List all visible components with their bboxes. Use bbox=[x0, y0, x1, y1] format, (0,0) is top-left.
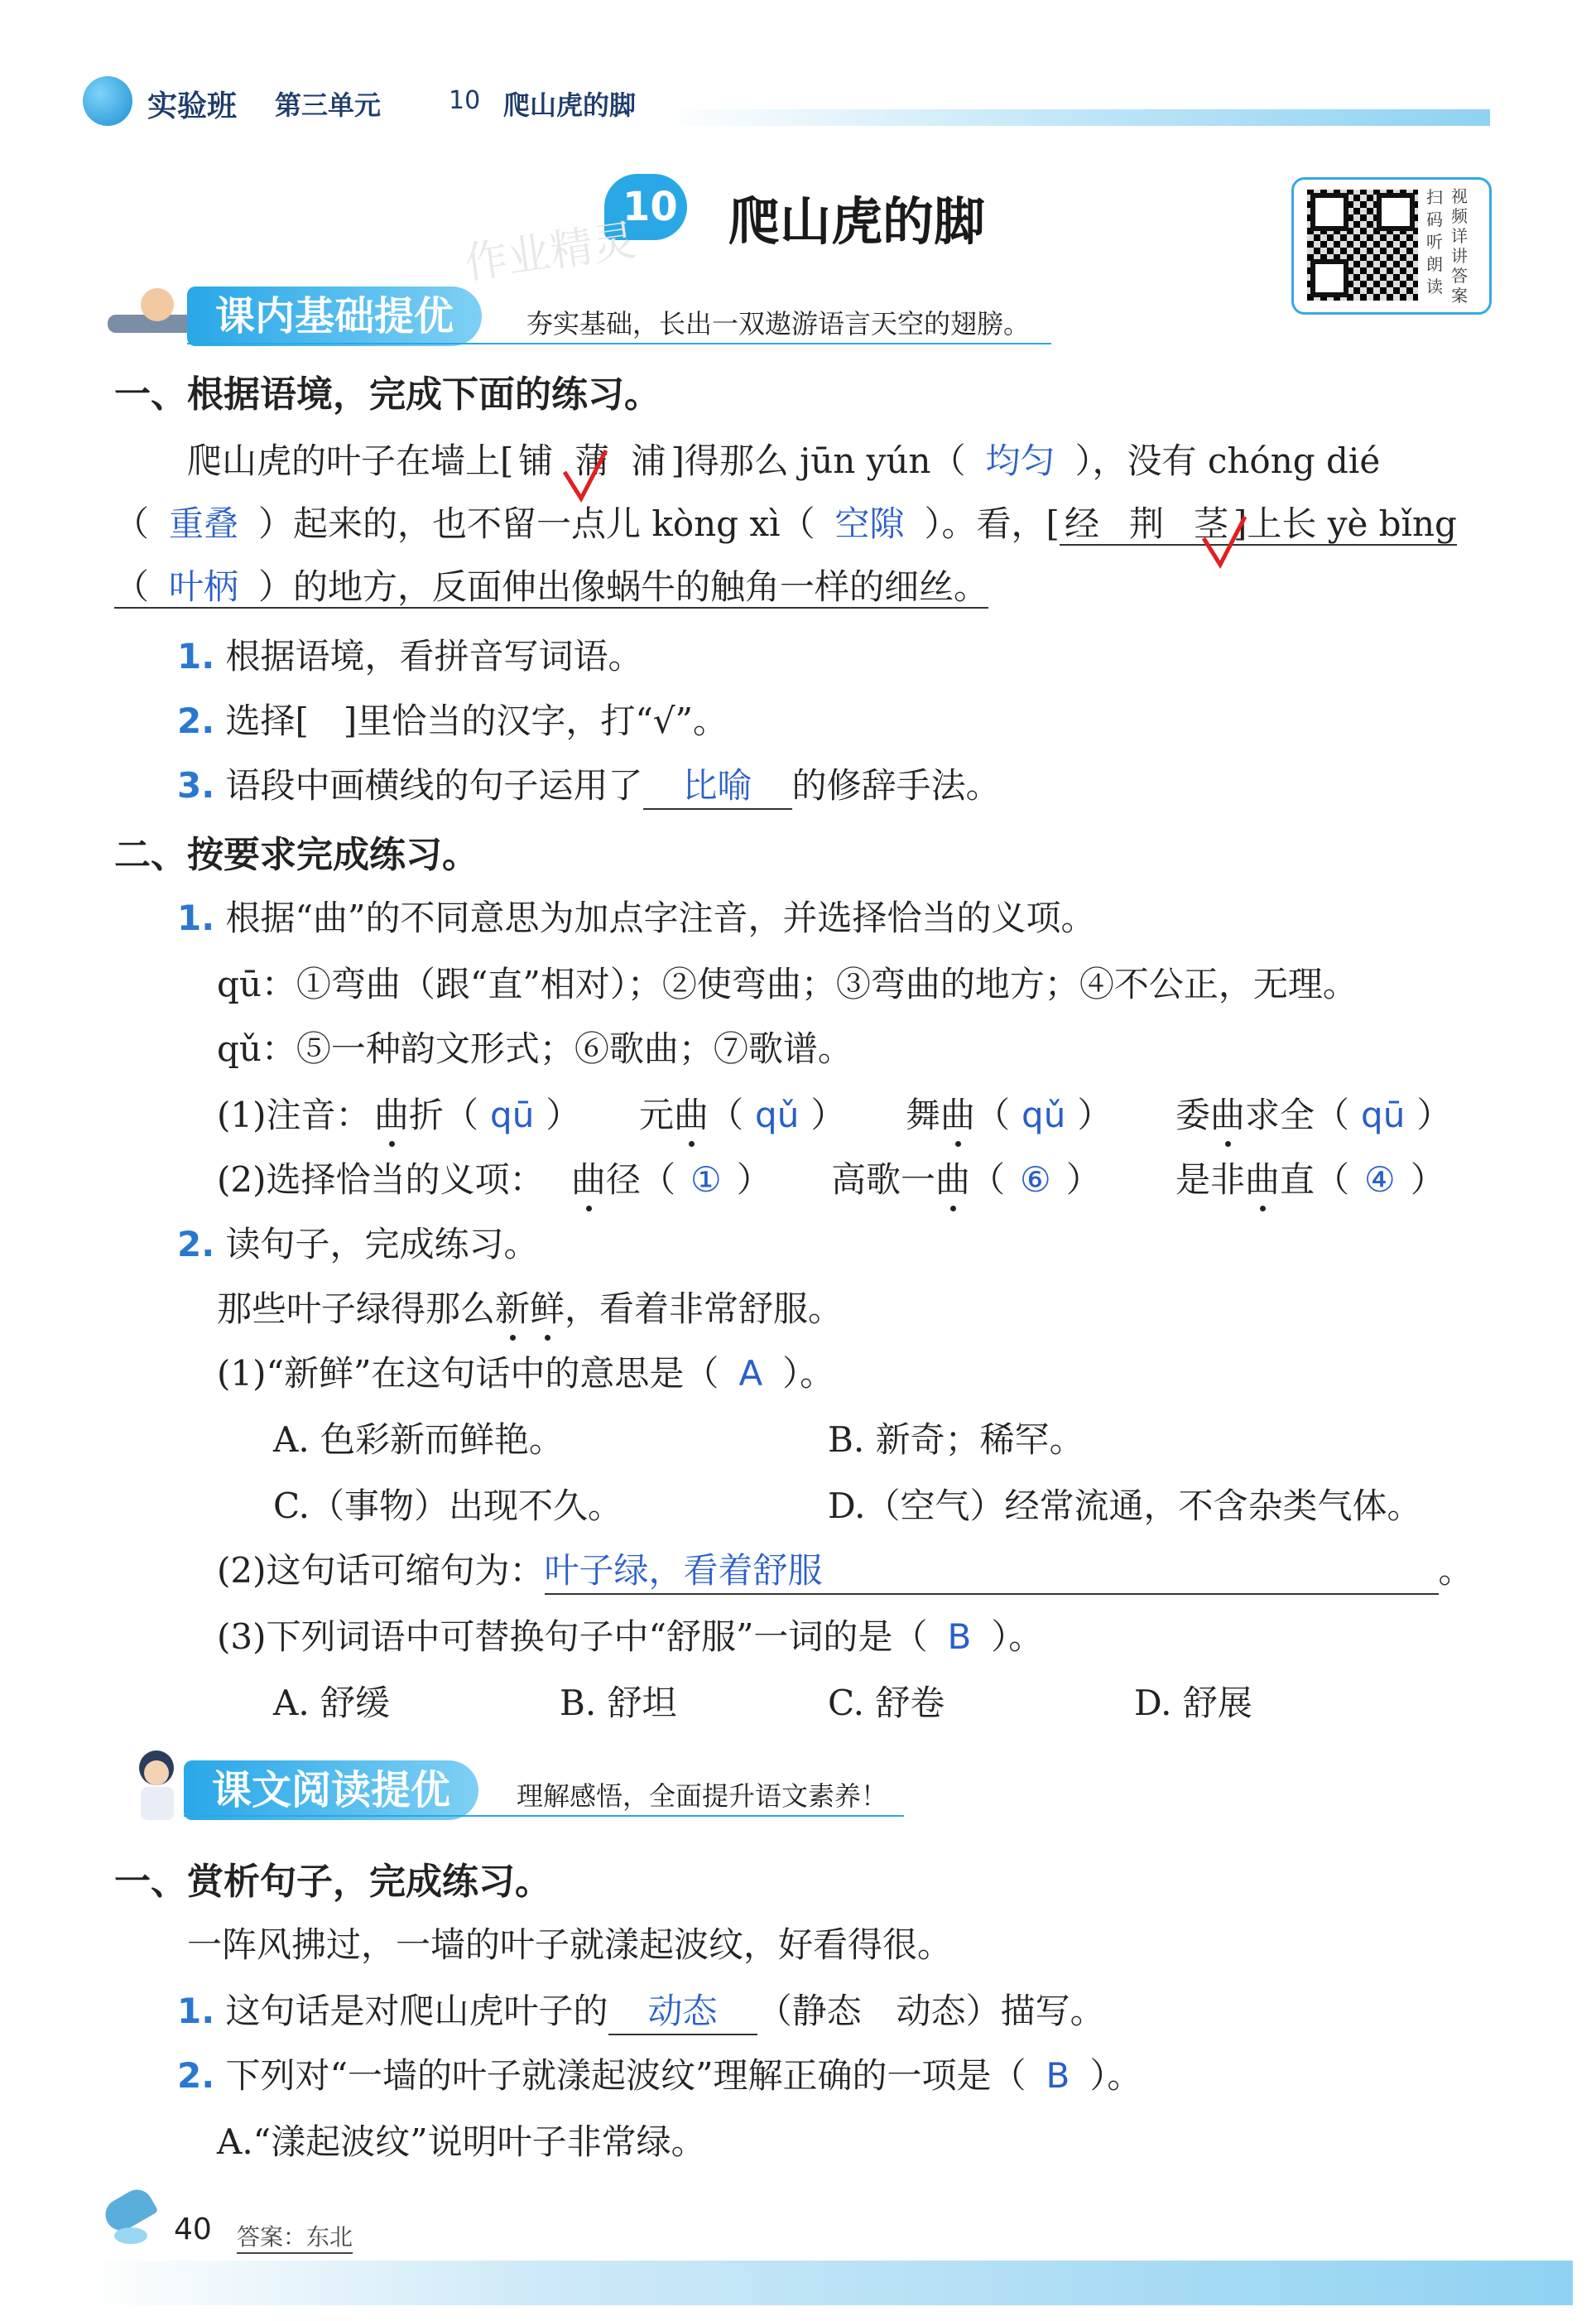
s1-q1-line2 bbox=[114, 497, 1457, 547]
section2-banner: 课文阅读提优 bbox=[184, 1760, 478, 1820]
qr-code-icon bbox=[1307, 190, 1418, 301]
dolphin-icon bbox=[98, 2186, 164, 2252]
option-a[interactable]: A. 舒缓 bbox=[273, 1683, 391, 1723]
text: 语段中画横线的句子运用了 bbox=[225, 765, 643, 806]
qr-code[interactable] bbox=[1291, 177, 1492, 315]
header-unit: 第三单元 bbox=[275, 89, 382, 121]
answer-pinyin: qū bbox=[1361, 1095, 1406, 1135]
text: 爬山虎的叶子在墙上[ bbox=[187, 441, 514, 481]
section1-slogan: 夯实基础，长出一双遨游语言天空的翅膀。 bbox=[526, 308, 1031, 339]
dotted-char: 曲 bbox=[674, 1095, 709, 1135]
dotted-char: 曲 bbox=[1245, 1159, 1281, 1200]
sub-number: 1. bbox=[177, 636, 215, 677]
text: ）。 bbox=[1089, 2055, 1142, 2096]
s1-q2-sub1 bbox=[177, 891, 1096, 941]
choice-option[interactable]: 茎 bbox=[1193, 503, 1228, 544]
answer-chongdie: 重叠 bbox=[169, 503, 239, 544]
text: 读句子，完成练习。 bbox=[225, 1224, 539, 1264]
dotted-char: 曲 bbox=[571, 1159, 607, 1200]
meaning-label: (2)选择恰当的义项： bbox=[217, 1159, 545, 1200]
sub-number: 1. bbox=[177, 898, 215, 938]
text: ） bbox=[546, 1095, 581, 1135]
text: 的修辞手法。 bbox=[791, 765, 1001, 806]
text: ） bbox=[810, 1095, 846, 1135]
choice-option[interactable]: 浦 bbox=[631, 441, 666, 481]
text: ） bbox=[1416, 1095, 1452, 1135]
pinyin-item bbox=[374, 1088, 580, 1138]
choice-option[interactable]: 铺 bbox=[518, 441, 554, 481]
text: （静态 动态）描写。 bbox=[757, 1991, 1105, 2031]
answer-meaning: ④ bbox=[1364, 1159, 1396, 1200]
text: ）。 bbox=[991, 1616, 1044, 1657]
s2-q1-sub1 bbox=[177, 1984, 1105, 2035]
text: （ bbox=[970, 1159, 1006, 1200]
option-b[interactable]: B. 舒坦 bbox=[560, 1683, 677, 1723]
answer-meaning: ① bbox=[690, 1159, 722, 1200]
text: （ bbox=[114, 566, 150, 607]
header-lesson-title: 爬山虎的脚 bbox=[503, 89, 637, 121]
watermark: 作业精灵 bbox=[461, 215, 639, 290]
header-series: 实验班 bbox=[147, 89, 238, 123]
text: ）。 bbox=[782, 1353, 835, 1394]
text: ），没有 chóng dié bbox=[1074, 441, 1381, 481]
s2-q1-sub2 bbox=[177, 2049, 1142, 2098]
dotted-char: 曲 bbox=[1210, 1095, 1246, 1135]
check-mark-icon bbox=[1199, 513, 1248, 571]
text: (2)这句话可缩句为： bbox=[217, 1550, 545, 1591]
mascot-plane-icon bbox=[108, 285, 199, 343]
option-a[interactable]: A.“漾起波纹”说明叶子非常绿。 bbox=[217, 2121, 706, 2162]
option-c[interactable]: C. 舒卷 bbox=[828, 1683, 945, 1723]
option-d[interactable]: D. 舒展 bbox=[1134, 1683, 1252, 1723]
text: ） bbox=[736, 1159, 772, 1200]
text: 直（ bbox=[1280, 1159, 1350, 1200]
text: ）。看，[ bbox=[924, 503, 1060, 544]
answer-meaning: ⑥ bbox=[1020, 1159, 1051, 1200]
text: 。 bbox=[1438, 1550, 1473, 1591]
s1-q2-r1 bbox=[217, 1346, 834, 1396]
meaning-item bbox=[571, 1153, 772, 1202]
text: ，看着非常舒服。 bbox=[565, 1288, 844, 1329]
section2-underline bbox=[184, 1815, 904, 1817]
text: (1)“新鲜”在这句话中的意思是（ bbox=[217, 1353, 719, 1394]
option-b[interactable]: B. 新奇；稀罕。 bbox=[828, 1419, 1084, 1460]
text: （ bbox=[709, 1095, 744, 1135]
answer-pinyin: qǔ bbox=[1022, 1095, 1066, 1135]
text: 高歌一 bbox=[831, 1159, 936, 1200]
pinyin-item bbox=[1175, 1088, 1451, 1138]
dotted-char: 曲 bbox=[374, 1095, 410, 1135]
answer-junyun: 均匀 bbox=[985, 441, 1055, 481]
section1-underline bbox=[187, 343, 1051, 344]
text: 委 bbox=[1175, 1095, 1211, 1135]
option-c[interactable]: C.（事物）出现不久。 bbox=[273, 1486, 623, 1526]
text: ]得那么 jūn yún（ bbox=[671, 441, 966, 481]
header-logo-icon bbox=[83, 76, 132, 126]
text: ） bbox=[1065, 1159, 1101, 1200]
header-bar bbox=[83, 76, 1490, 126]
s1-q2-sub2 bbox=[177, 1217, 539, 1267]
text: ） bbox=[1410, 1159, 1445, 1200]
s2-q1-sentence: 一阵风拂过，一墙的叶子就漾起波纹，好看得很。 bbox=[187, 1924, 953, 1965]
s1-q1-sub2 bbox=[177, 694, 728, 744]
sub-number: 1. bbox=[177, 1991, 215, 2031]
text: ]上长 yè bǐng bbox=[1233, 503, 1457, 544]
page-title: 爬山虎的脚 bbox=[728, 191, 986, 252]
answer-yebing: 叶柄 bbox=[169, 566, 239, 607]
text: 根据语境，看拼音写词语。 bbox=[225, 636, 643, 677]
lesson-number: 10 bbox=[623, 184, 678, 230]
underlined-phrase bbox=[114, 566, 988, 609]
text: 求全（ bbox=[1245, 1095, 1350, 1135]
s1-q1-sub1 bbox=[177, 629, 643, 679]
pinyin-item bbox=[639, 1088, 845, 1138]
text: 径（ bbox=[606, 1159, 676, 1200]
text: （ bbox=[114, 503, 150, 544]
page-number: 40 bbox=[174, 2213, 212, 2246]
pinyin-item bbox=[906, 1088, 1112, 1138]
dotted-char: 曲 bbox=[935, 1159, 971, 1200]
answer-r1: A bbox=[738, 1353, 763, 1394]
text: (3)下列词语中可替换句子中“舒服”一词的是（ bbox=[217, 1616, 928, 1657]
answer-dongtai[interactable]: 动态 bbox=[608, 1984, 757, 2035]
qr-caption-1: 扫码听朗读 bbox=[1426, 187, 1443, 296]
s1-q2-heading: 二、按要求完成练习。 bbox=[114, 834, 478, 876]
option-d[interactable]: D.（空气）经常流通，不含杂类气体。 bbox=[828, 1486, 1422, 1526]
answer-r2[interactable]: 叶子绿，看着舒服 bbox=[545, 1543, 1439, 1595]
choice-option[interactable]: 蒲 bbox=[574, 441, 610, 481]
answer-pinyin: qǔ bbox=[755, 1095, 800, 1135]
answer-pinyin: qū bbox=[490, 1095, 535, 1135]
text: 选择[ ]里恰当的汉字，打“√”。 bbox=[225, 701, 728, 741]
choice-option[interactable]: 经 bbox=[1064, 503, 1099, 544]
section1-banner: 课内基础提优 bbox=[187, 287, 482, 346]
meaning-item bbox=[831, 1153, 1101, 1202]
answer-note: 答案：东北 bbox=[237, 2219, 353, 2254]
dotted-char: 曲 bbox=[940, 1095, 976, 1135]
meaning-item bbox=[1175, 1153, 1445, 1202]
s1-q2-r2 bbox=[217, 1543, 1473, 1595]
answer-rhetoric[interactable]: 比喻 bbox=[643, 758, 792, 810]
text: （ bbox=[975, 1095, 1011, 1135]
sub-number: 2. bbox=[177, 701, 215, 741]
text: ）起来的，也不留一点儿 kòng xì（ bbox=[258, 503, 815, 544]
answer-s2: B bbox=[1046, 2055, 1070, 2096]
answer-r3: B bbox=[947, 1616, 972, 1657]
sub-number: 2. bbox=[177, 2055, 215, 2096]
dotted-char: 新 bbox=[495, 1288, 531, 1329]
definition-qu3: qǔ：⑤一种韵文形式；⑥歌曲；⑦歌谱。 bbox=[217, 1028, 853, 1069]
pinyin-label: (1)注音： bbox=[217, 1095, 371, 1135]
section2-slogan: 理解感悟，全面提升语文素养！ bbox=[517, 1780, 888, 1812]
s1-q1-line1 bbox=[187, 434, 1380, 484]
underlined-phrase bbox=[1060, 503, 1457, 546]
option-a[interactable]: A. 色彩新而鲜艳。 bbox=[273, 1419, 565, 1460]
dotted-char: 鲜 bbox=[530, 1288, 565, 1329]
header-stripe bbox=[662, 109, 1490, 126]
s1-q1-line3 bbox=[114, 560, 988, 609]
qr-caption-2: 视频详讲答案 bbox=[1451, 186, 1468, 306]
sub-number: 3. bbox=[177, 765, 215, 806]
s1-q1-sub3 bbox=[177, 758, 1001, 810]
text: 是非 bbox=[1175, 1159, 1246, 1200]
text: ）的地方，反面伸出像蜗牛的触角一样的细丝。 bbox=[258, 566, 989, 607]
choice-option[interactable]: 荆 bbox=[1128, 503, 1164, 544]
text: 根据“曲”的不同意思为加点字注音，并选择恰当的义项。 bbox=[225, 898, 1096, 938]
reading-sentence bbox=[217, 1282, 843, 1331]
mascot-girl-icon bbox=[124, 1747, 190, 1822]
text: 元 bbox=[639, 1095, 675, 1135]
text: 舞 bbox=[906, 1095, 941, 1135]
text: ） bbox=[1077, 1095, 1113, 1135]
text: 折（ bbox=[409, 1095, 479, 1135]
definition-qu1: qū：①弯曲（跟“直”相对）；②使弯曲；③弯曲的地方；④不公正，无理。 bbox=[217, 964, 1358, 1004]
footer-wave bbox=[83, 2261, 1573, 2305]
text: 下列对“一墙的叶子就漾起波纹”理解正确的一项是（ bbox=[225, 2055, 1026, 2096]
s1-q1-heading: 一、根据语境，完成下面的练习。 bbox=[114, 373, 661, 416]
header-lesson-no: 10 bbox=[449, 86, 481, 115]
s2-q1-heading: 一、赏析句子，完成练习。 bbox=[114, 1861, 551, 1903]
text: 那些叶子绿得那么 bbox=[217, 1288, 496, 1329]
text: 这句话是对爬山虎叶子的 bbox=[225, 1991, 608, 2031]
answer-kongxi: 空隙 bbox=[834, 503, 905, 544]
s1-q2-r3 bbox=[217, 1610, 1043, 1659]
sub-number: 2. bbox=[177, 1224, 215, 1264]
